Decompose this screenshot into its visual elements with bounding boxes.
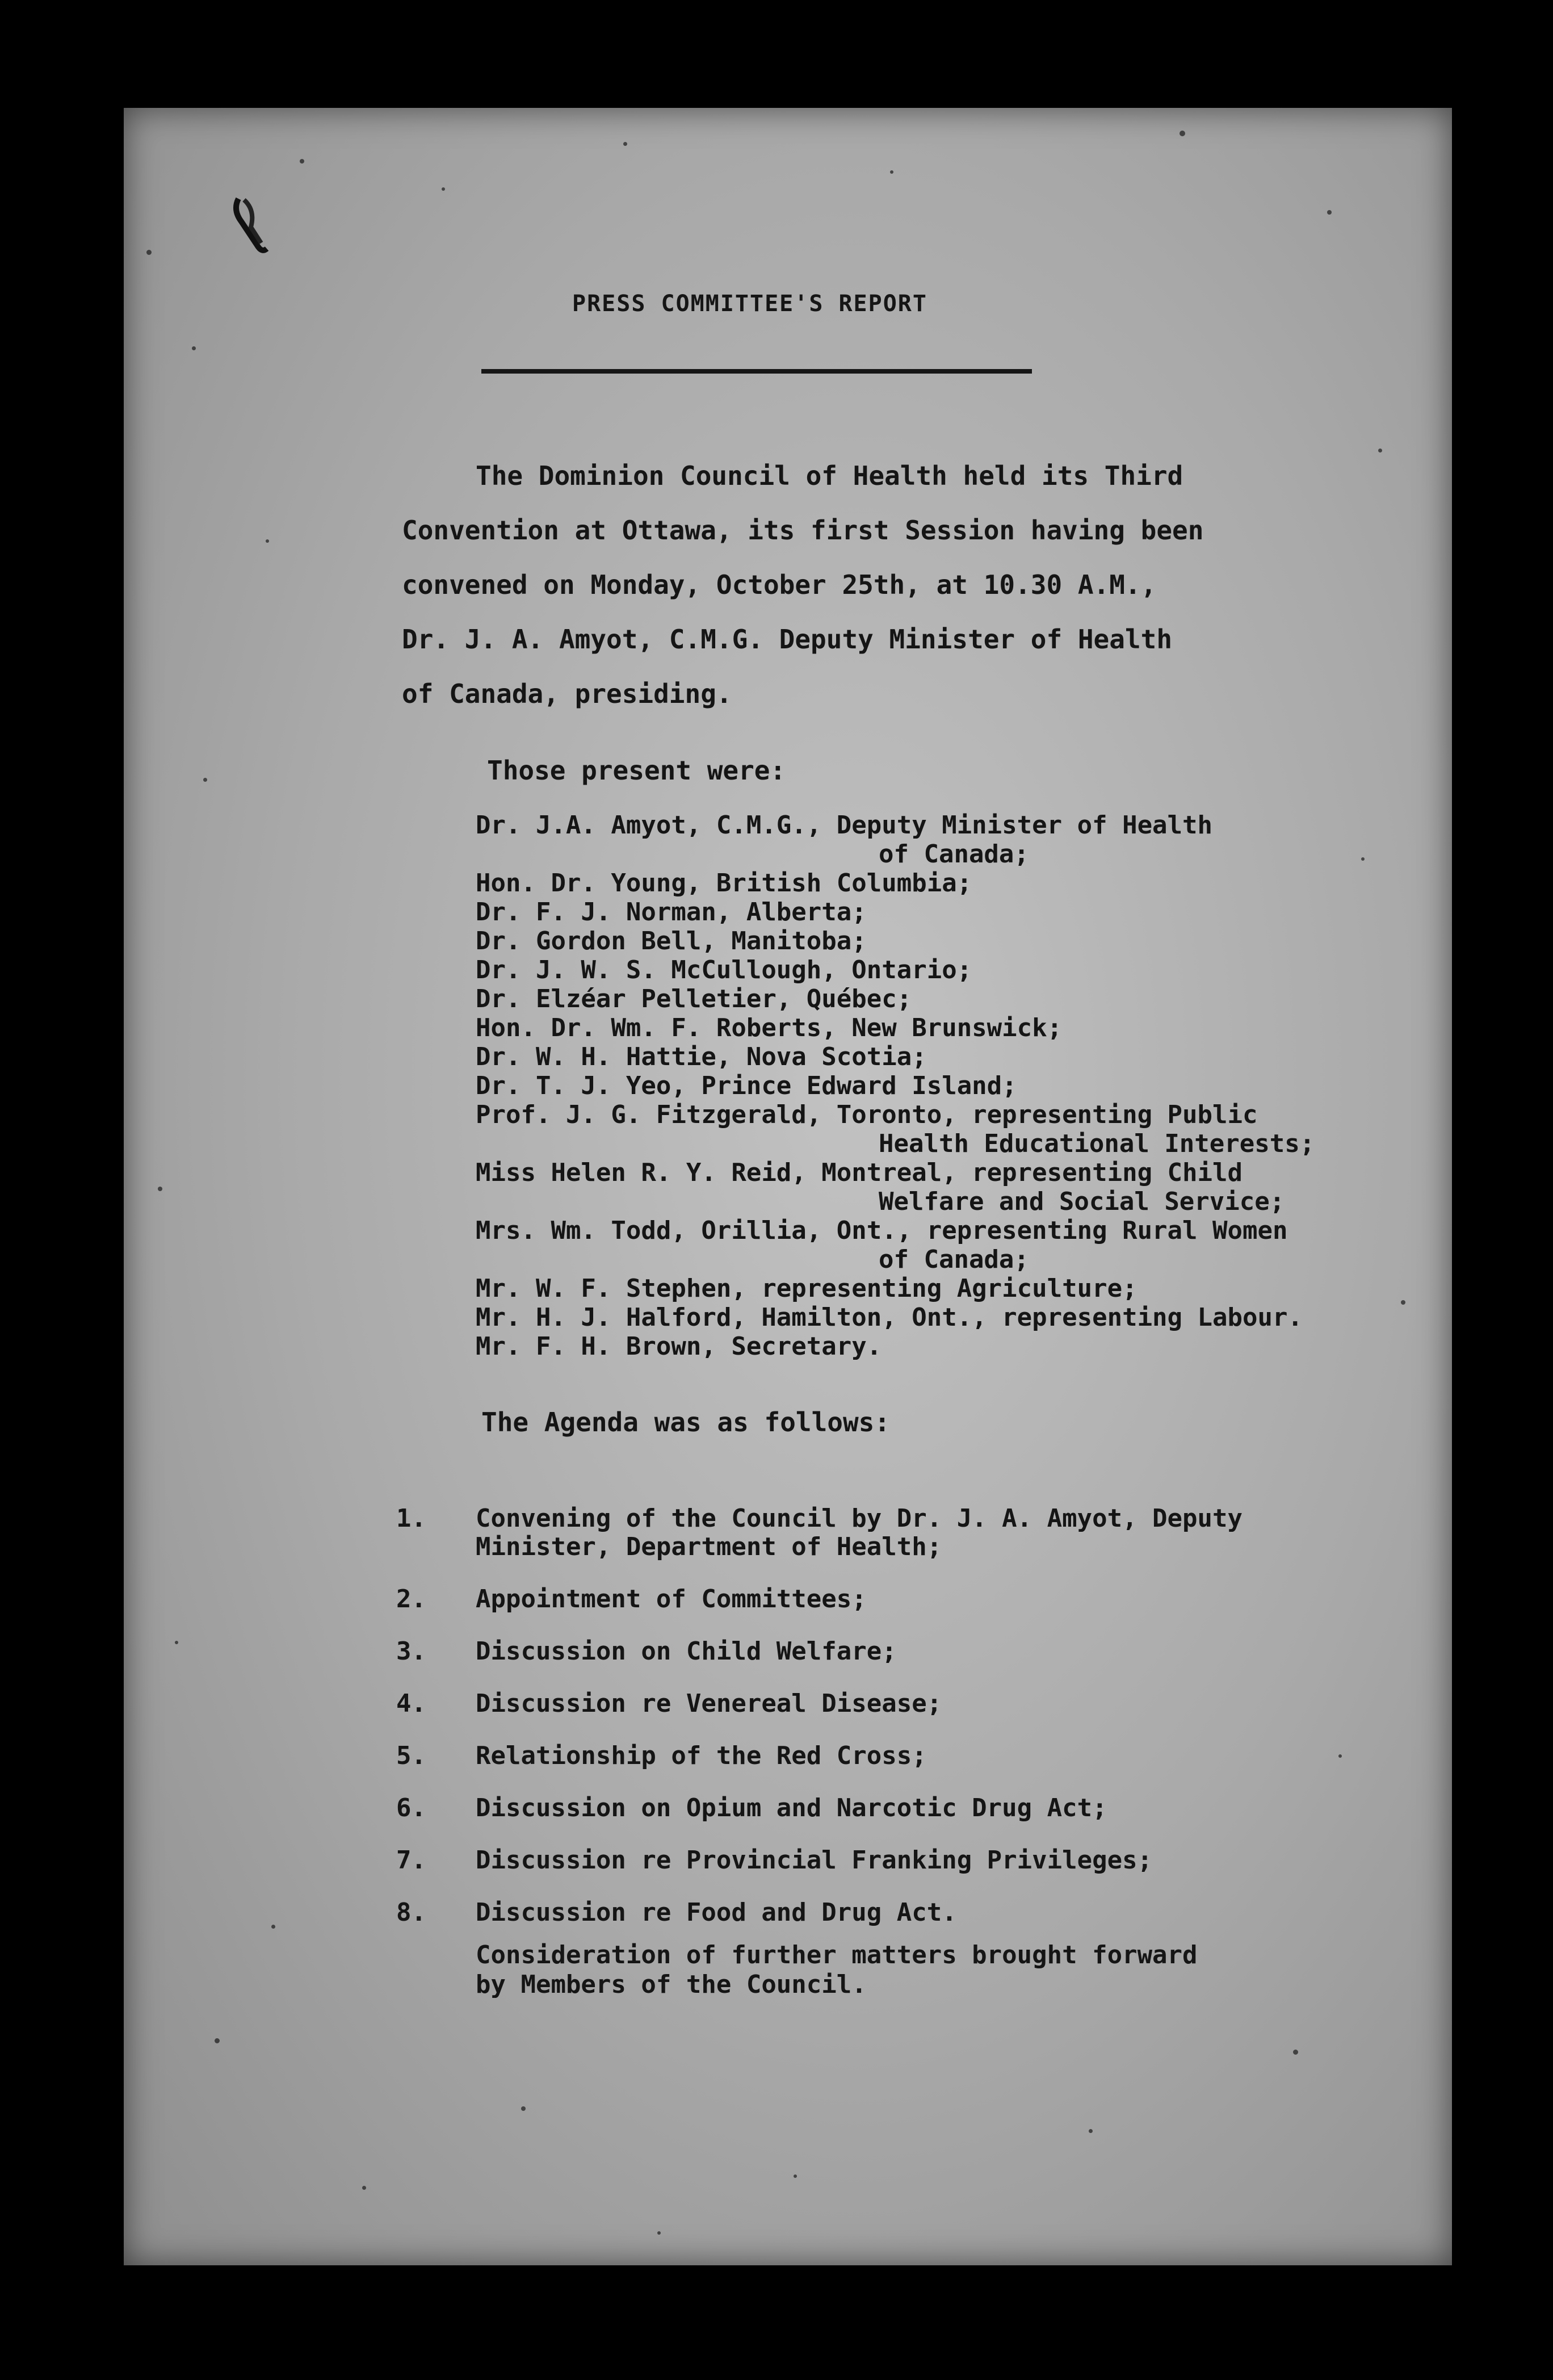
attendee-line: Dr. J.A. Amyot, C.M.G., Deputy Minister of Health bbox=[476, 811, 1213, 840]
closing-note: Consideration of further matters brought forward by Members of the Council. bbox=[476, 1941, 1198, 1999]
speck bbox=[1378, 449, 1382, 452]
opening-paragraph bbox=[402, 449, 1299, 721]
attendee-line-continued: Health Educational Interests; bbox=[879, 1129, 1315, 1158]
speck bbox=[1401, 1300, 1405, 1305]
agenda-item bbox=[396, 1742, 1361, 1770]
speck bbox=[175, 1641, 178, 1644]
present-heading: Those present were: bbox=[487, 755, 786, 786]
speck bbox=[362, 2186, 366, 2190]
speck bbox=[300, 159, 304, 164]
attendee-line: Mr. F. H. Brown, Secretary. bbox=[476, 1332, 882, 1361]
agenda-item bbox=[396, 1690, 1361, 1718]
speck bbox=[271, 1925, 275, 1929]
attendee-line: Dr. W. H. Hattie, Nova Scotia; bbox=[476, 1042, 927, 1071]
opening-line: Dr. J. A. Amyot, C.M.G. Deputy Minister of Health bbox=[402, 624, 1173, 655]
speck bbox=[1180, 131, 1185, 136]
agenda-heading: The Agenda was as follows: bbox=[481, 1407, 891, 1438]
agenda-text: Discussion on Opium and Narcotic Drug Act; bbox=[476, 1794, 1107, 1822]
agenda-number: 7. bbox=[396, 1846, 426, 1875]
document-page bbox=[124, 108, 1452, 2265]
attendee-line: Miss Helen R. Y. Reid, Montreal, representing Child bbox=[476, 1158, 1243, 1187]
opening-line: The Dominion Council of Health held its Third bbox=[476, 460, 1183, 491]
agenda-item bbox=[396, 1505, 1361, 1561]
attendee-line-continued: of Canada; bbox=[879, 1245, 1029, 1274]
attendee-list bbox=[476, 811, 1315, 1361]
speck bbox=[1089, 2129, 1093, 2133]
attendee-line: Dr. Elzéar Pelletier, Québec; bbox=[476, 984, 912, 1013]
attendee-line: Dr. T. J. Yeo, Prince Edward Island; bbox=[476, 1071, 1017, 1100]
agenda-item bbox=[396, 1846, 1361, 1875]
agenda-text: Convening of the Council by Dr. J. A. Amyot, Deputy Minister, Department of Health; bbox=[476, 1504, 1243, 1561]
agenda-number: 8. bbox=[396, 1898, 426, 1927]
paper-clip-icon bbox=[227, 193, 272, 255]
agenda-item bbox=[396, 1637, 1361, 1666]
attendee-line: Dr. Gordon Bell, Manitoba; bbox=[476, 927, 867, 956]
agenda-list bbox=[396, 1505, 1361, 2000]
agenda-text: Discussion re Venereal Disease; bbox=[476, 1689, 942, 1718]
attendee-line: Mr. W. F. Stephen, representing Agriculture; bbox=[476, 1274, 1138, 1303]
agenda-number: 2. bbox=[396, 1585, 426, 1614]
opening-line: Convention at Ottawa, its first Session having been bbox=[402, 515, 1204, 546]
opening-line: of Canada, presiding. bbox=[402, 678, 732, 709]
speck bbox=[266, 539, 269, 543]
agenda-item bbox=[396, 1585, 1361, 1614]
opening-line: convened on Monday, October 25th, at 10.30 A.M., bbox=[402, 569, 1157, 600]
speck bbox=[1293, 2050, 1298, 2055]
agenda-text: Relationship of the Red Cross; bbox=[476, 1741, 927, 1770]
attendee-line: Prof. J. G. Fitzgerald, Toronto, representing Public bbox=[476, 1100, 1258, 1129]
agenda-item bbox=[396, 1899, 1361, 1927]
speck bbox=[657, 2231, 661, 2235]
agenda-number: 1. bbox=[396, 1504, 426, 1533]
speck bbox=[1361, 857, 1365, 861]
agenda-number: 3. bbox=[396, 1637, 426, 1666]
speck bbox=[1327, 210, 1332, 215]
agenda-text: Discussion on Child Welfare; bbox=[476, 1637, 897, 1666]
speck bbox=[794, 2174, 797, 2178]
agenda-number: 6. bbox=[396, 1794, 426, 1822]
attendee-line: Dr. J. W. S. McCullough, Ontario; bbox=[476, 956, 972, 984]
attendee-line: Mr. H. J. Halford, Hamilton, Ont., representing Labour. bbox=[476, 1303, 1303, 1332]
attendee-line-continued: of Canada; bbox=[879, 840, 1029, 869]
agenda-text: Discussion re Food and Drug Act. bbox=[476, 1898, 957, 1927]
agenda-text: Appointment of Committees; bbox=[476, 1585, 867, 1614]
speck bbox=[146, 250, 152, 255]
attendee-line: Mrs. Wm. Todd, Orillia, Ont., representing Rural Women bbox=[476, 1216, 1288, 1245]
speck bbox=[203, 778, 207, 782]
agenda-item bbox=[396, 1794, 1361, 1822]
speck bbox=[192, 346, 196, 350]
speck bbox=[442, 187, 445, 191]
attendee-line: Hon. Dr. Young, British Columbia; bbox=[476, 869, 972, 898]
attendee-line-continued: Welfare and Social Service; bbox=[879, 1187, 1285, 1216]
agenda-text: Discussion re Provincial Franking Privileges; bbox=[476, 1846, 1153, 1875]
title-underline bbox=[481, 369, 1032, 374]
speck bbox=[521, 2106, 526, 2111]
speck bbox=[890, 170, 893, 174]
agenda-number: 4. bbox=[396, 1689, 426, 1718]
speck bbox=[623, 142, 627, 146]
document-title: PRESS COMMITTEE'S REPORT bbox=[572, 291, 927, 317]
agenda-number: 5. bbox=[396, 1741, 426, 1770]
speck bbox=[158, 1187, 162, 1191]
speck bbox=[215, 2038, 220, 2043]
attendee-line: Hon. Dr. Wm. F. Roberts, New Brunswick; bbox=[476, 1013, 1063, 1042]
attendee-line: Dr. F. J. Norman, Alberta; bbox=[476, 898, 867, 927]
